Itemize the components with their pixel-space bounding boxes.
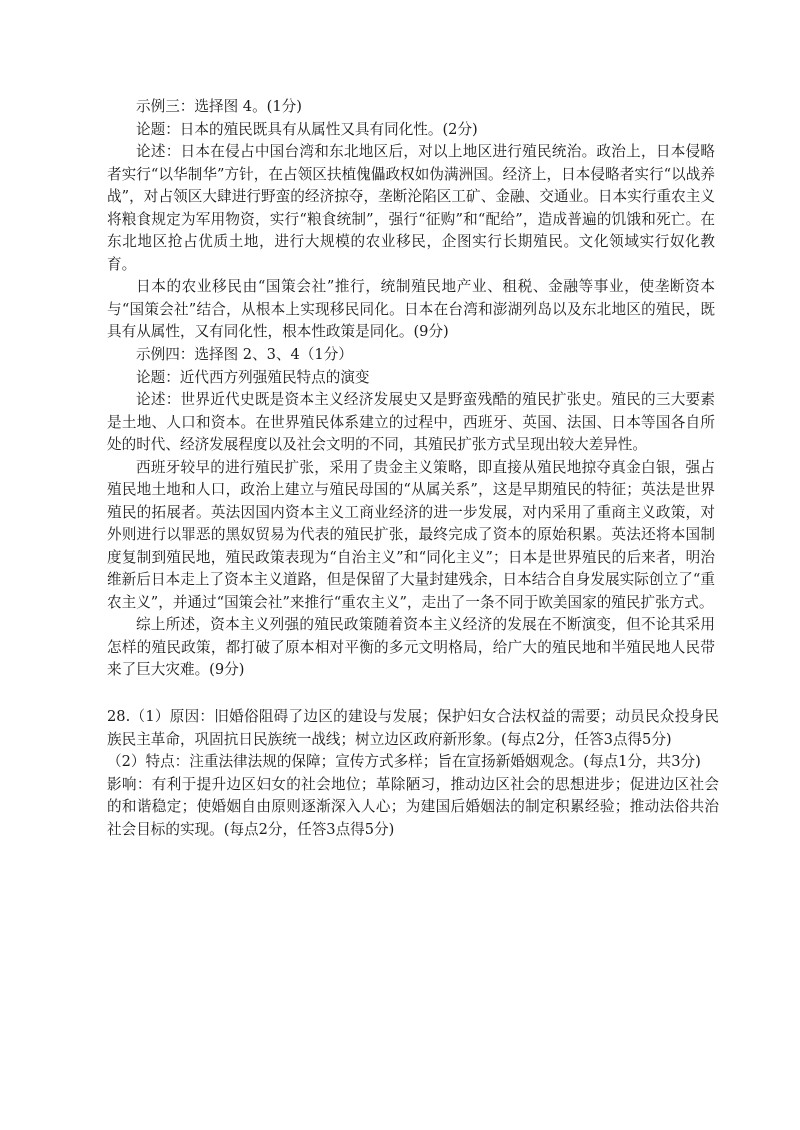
example-three-thesis: 论题：日本的殖民既具有从属性又具有同化性。(2分)	[136, 120, 478, 138]
question-28-part-2: （2）特点：注重法律法规的保障；宣传方式多样；旨在宣扬新婚姻观念。(每点1分，共3分)	[107, 753, 701, 770]
example-three-conclusion: 日本的农业移民由“国策会社”推行，统制殖民地产业、租税、金融等事业，使垄断资本与“国策会社”结合，从根本上实现移民同化。日本在台湾和澎湖列岛以及东北地区的殖民，既具有从属性，又有同化性，根本性政策是同化。(9分)	[107, 278, 715, 340]
example-four-thesis: 论题：近代西方列强殖民特点的演变	[136, 368, 370, 386]
example-four-selection: 示例四：选择图 2、3、4（1分）	[136, 346, 353, 363]
example-three-selection: 示例三：选择图 4。(1分)	[136, 98, 302, 115]
example-three-argument: 论述：日本在侵占中国台湾和东北地区后，对以上地区进行殖民统治。政治上，日本侵略者实行“以华制华”方针，在占领区扶植傀儡政权如伪满洲国。经济上，日本侵略者实行“以战养战”，对占领区大肆进行野蛮的经济掠夺，垄断沦陷区工矿、金融、交通业。日本实行重农主义将粮食规定为军用物资，实行“粮食统制”，强行“征购”和“配给”，造成普遍的饥饿和死亡。在东北地区抢占优质土地，进行大规模的农业移民，企图实行长期殖民。文化领域实行奴化教育。	[107, 143, 715, 273]
example-four-argument: 论述：世界近代史既是资本主义经济发展史又是野蛮残酷的殖民扩张史。殖民的三大要素是土地、人口和资本。在世界殖民体系建立的过程中，西班牙、英国、法国、日本等国各自所处的时代、经济发展程度以及社会文明的不同，其殖民扩张方式呈现出较大差异性。	[107, 391, 715, 453]
example-four-conclusion: 综上所述，资本主义列强的殖民政策随着资本主义经济的发展在不断演变，但不论其采用怎样的殖民政策，都打破了原本相对平衡的多元文明格局，给广大的殖民地和半殖民地人民带来了巨大灾难。(9分)	[107, 616, 715, 678]
example-three	[107, 96, 715, 344]
example-four-body: 西班牙较早的进行殖民扩张，采用了贵金主义策略，即直接从殖民地掠夺真金白银，强占殖民地土地和人口，政治上建立与殖民母国的“从属关系”，这是早期殖民的特征；英法是世界殖民的拓展者。英法因国内资本主义工商业经济的进一步发展，对内采用了重商主义政策，对外则进行以罪恶的黑奴贸易为代表的殖民扩张，最终完成了资本的原始积累。英法还将本国制度复制到殖民地，殖民政策表现为“自治主义”和“同化主义”；日本是世界殖民的后来者，明治维新后日本走上了资本主义道路，但是保留了大量封建残余，日本结合自身发展实际创立了“重农主义”，并通过“国策会社”来推行“重农主义”，走出了一条不同于欧美国家的殖民扩张方式。	[107, 458, 715, 611]
example-four	[107, 344, 715, 682]
question-28-part-1: 28.（1）原因：旧婚俗阻碍了边区的建设与发展；保护妇女合法权益的需要；动员民众投身民族民主革命，巩固抗日民族统一战线；树立边区政府新形象。(每点2分，任答3点得5分)	[107, 708, 719, 748]
question-28-answer	[107, 706, 719, 841]
question-28-impact: 影响：有利于提升边区妇女的社会地位；革除陋习，推动边区社会的思想进步；促进边区社会的和谐稳定；使婚姻自由原则逐渐深入人心；为建国后婚姻法的制定积累经验；推动法俗共治社会目标的实现。(每点2分，任答3点得5分)	[107, 775, 719, 838]
